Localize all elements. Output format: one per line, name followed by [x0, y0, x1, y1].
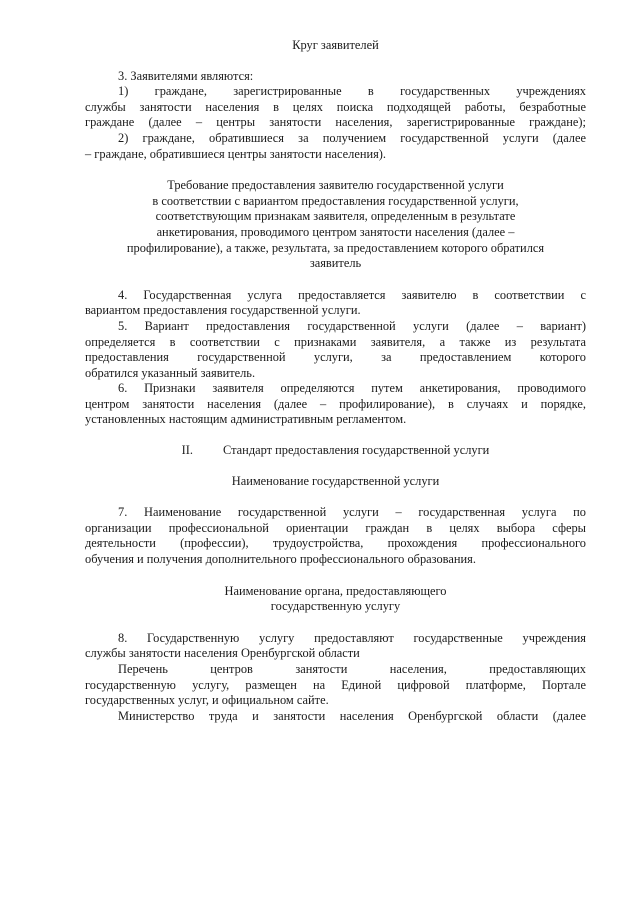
- paragraph-7: [85, 505, 586, 567]
- heading-line: заявитель: [309, 256, 362, 271]
- text-line: службы занятости населения в целях поиска подходящей работы, безработные: [85, 99, 586, 114]
- text-line: центром занятости населения (далее – профилирование), в случаях и порядке,: [85, 396, 586, 411]
- text-line: 8. Государственную услугу предоставляют государственные учреждения: [118, 630, 586, 645]
- text-line: 4. Государственная услуга предоставляется заявителю в соответствии с: [118, 287, 586, 302]
- text-line: деятельности (профессии), трудоустройства, прохождения профессионального: [85, 536, 586, 551]
- heading-line: анкетирования, проводимого центром занятости населения (далее –: [156, 224, 515, 239]
- heading-line: Требование предоставления заявителю государственной услуги: [167, 178, 504, 193]
- text-line: Министерство труда и занятости населения Оренбургской области (далее: [118, 708, 586, 723]
- text-line: 6. Признаки заявителя определяются путем анкетирования, проводимого: [118, 381, 586, 396]
- heading-organ: [85, 584, 586, 615]
- heading-line: Наименование органа, предоставляющего: [224, 583, 447, 598]
- paragraphs-4-6: [85, 288, 586, 428]
- heading-applicants: [85, 38, 586, 54]
- text-line: – граждане, обратившиеся центры занятости населения).: [85, 146, 387, 161]
- text-line: государственную услугу, размещен на Единой цифровой платформе, Портале: [85, 677, 586, 692]
- text-line: обратился указанный заявитель.: [85, 365, 256, 380]
- section-heading: [85, 443, 586, 459]
- section-number: II.: [181, 443, 194, 458]
- text-line: организации профессиональной ориентации граждан в целях выбора сферы: [85, 520, 586, 535]
- text-line: вариантом предоставления государственной услуги.: [85, 303, 361, 318]
- text-line: определяется в соответствии с признаками заявителя, а также из результата: [85, 334, 586, 349]
- text-line: 5. Вариант предоставления государственной услуги (далее – вариант): [118, 318, 586, 333]
- heading-service-name: [85, 474, 586, 490]
- text-line: предоставления государственной услуги, за предоставлением которого: [85, 350, 586, 365]
- page-content: [85, 38, 586, 724]
- text-line: 3. Заявителями являются:: [118, 68, 254, 83]
- heading-line: в соответствии с вариантом предоставления государственной услуги,: [152, 193, 519, 208]
- text-line: 2) граждане, обратившиеся за получением государственной услуги (далее: [118, 130, 586, 145]
- text-line: государственных услуг, и официальном сайте.: [85, 693, 329, 708]
- heading-line: Круг заявителей: [292, 38, 379, 52]
- text-line: Перечень центров занятости населения, предоставляющих: [118, 662, 586, 676]
- heading-line: соответствующим признакам заявителя, определенным в результате: [155, 209, 516, 224]
- paragraph-8: [85, 631, 586, 725]
- heading-requirement: [85, 178, 586, 272]
- text-line: обучения и получения дополнительного профессионального образования.: [85, 552, 476, 567]
- heading-line: Наименование государственной услуги: [231, 473, 440, 488]
- heading-line: государственную услугу: [270, 599, 401, 614]
- paragraph-3: [85, 69, 586, 163]
- text-line: граждане (далее – центры занятости населения, зарегистрированные граждане);: [85, 115, 586, 130]
- text-line: 1) граждане, зарегистрированные в государственных учреждениях: [118, 84, 586, 99]
- heading-line: профилирование), а также, результата, за предоставлением которого обратился: [126, 240, 545, 255]
- text-line: установленных настоящим административным регламентом.: [85, 412, 407, 427]
- text-line: 7. Наименование государственной услуги – государственная услуга по: [118, 505, 586, 520]
- section-title: Стандарт предоставления государственной услуги: [223, 443, 490, 458]
- text-line: службы занятости населения Оренбургской области: [85, 646, 360, 661]
